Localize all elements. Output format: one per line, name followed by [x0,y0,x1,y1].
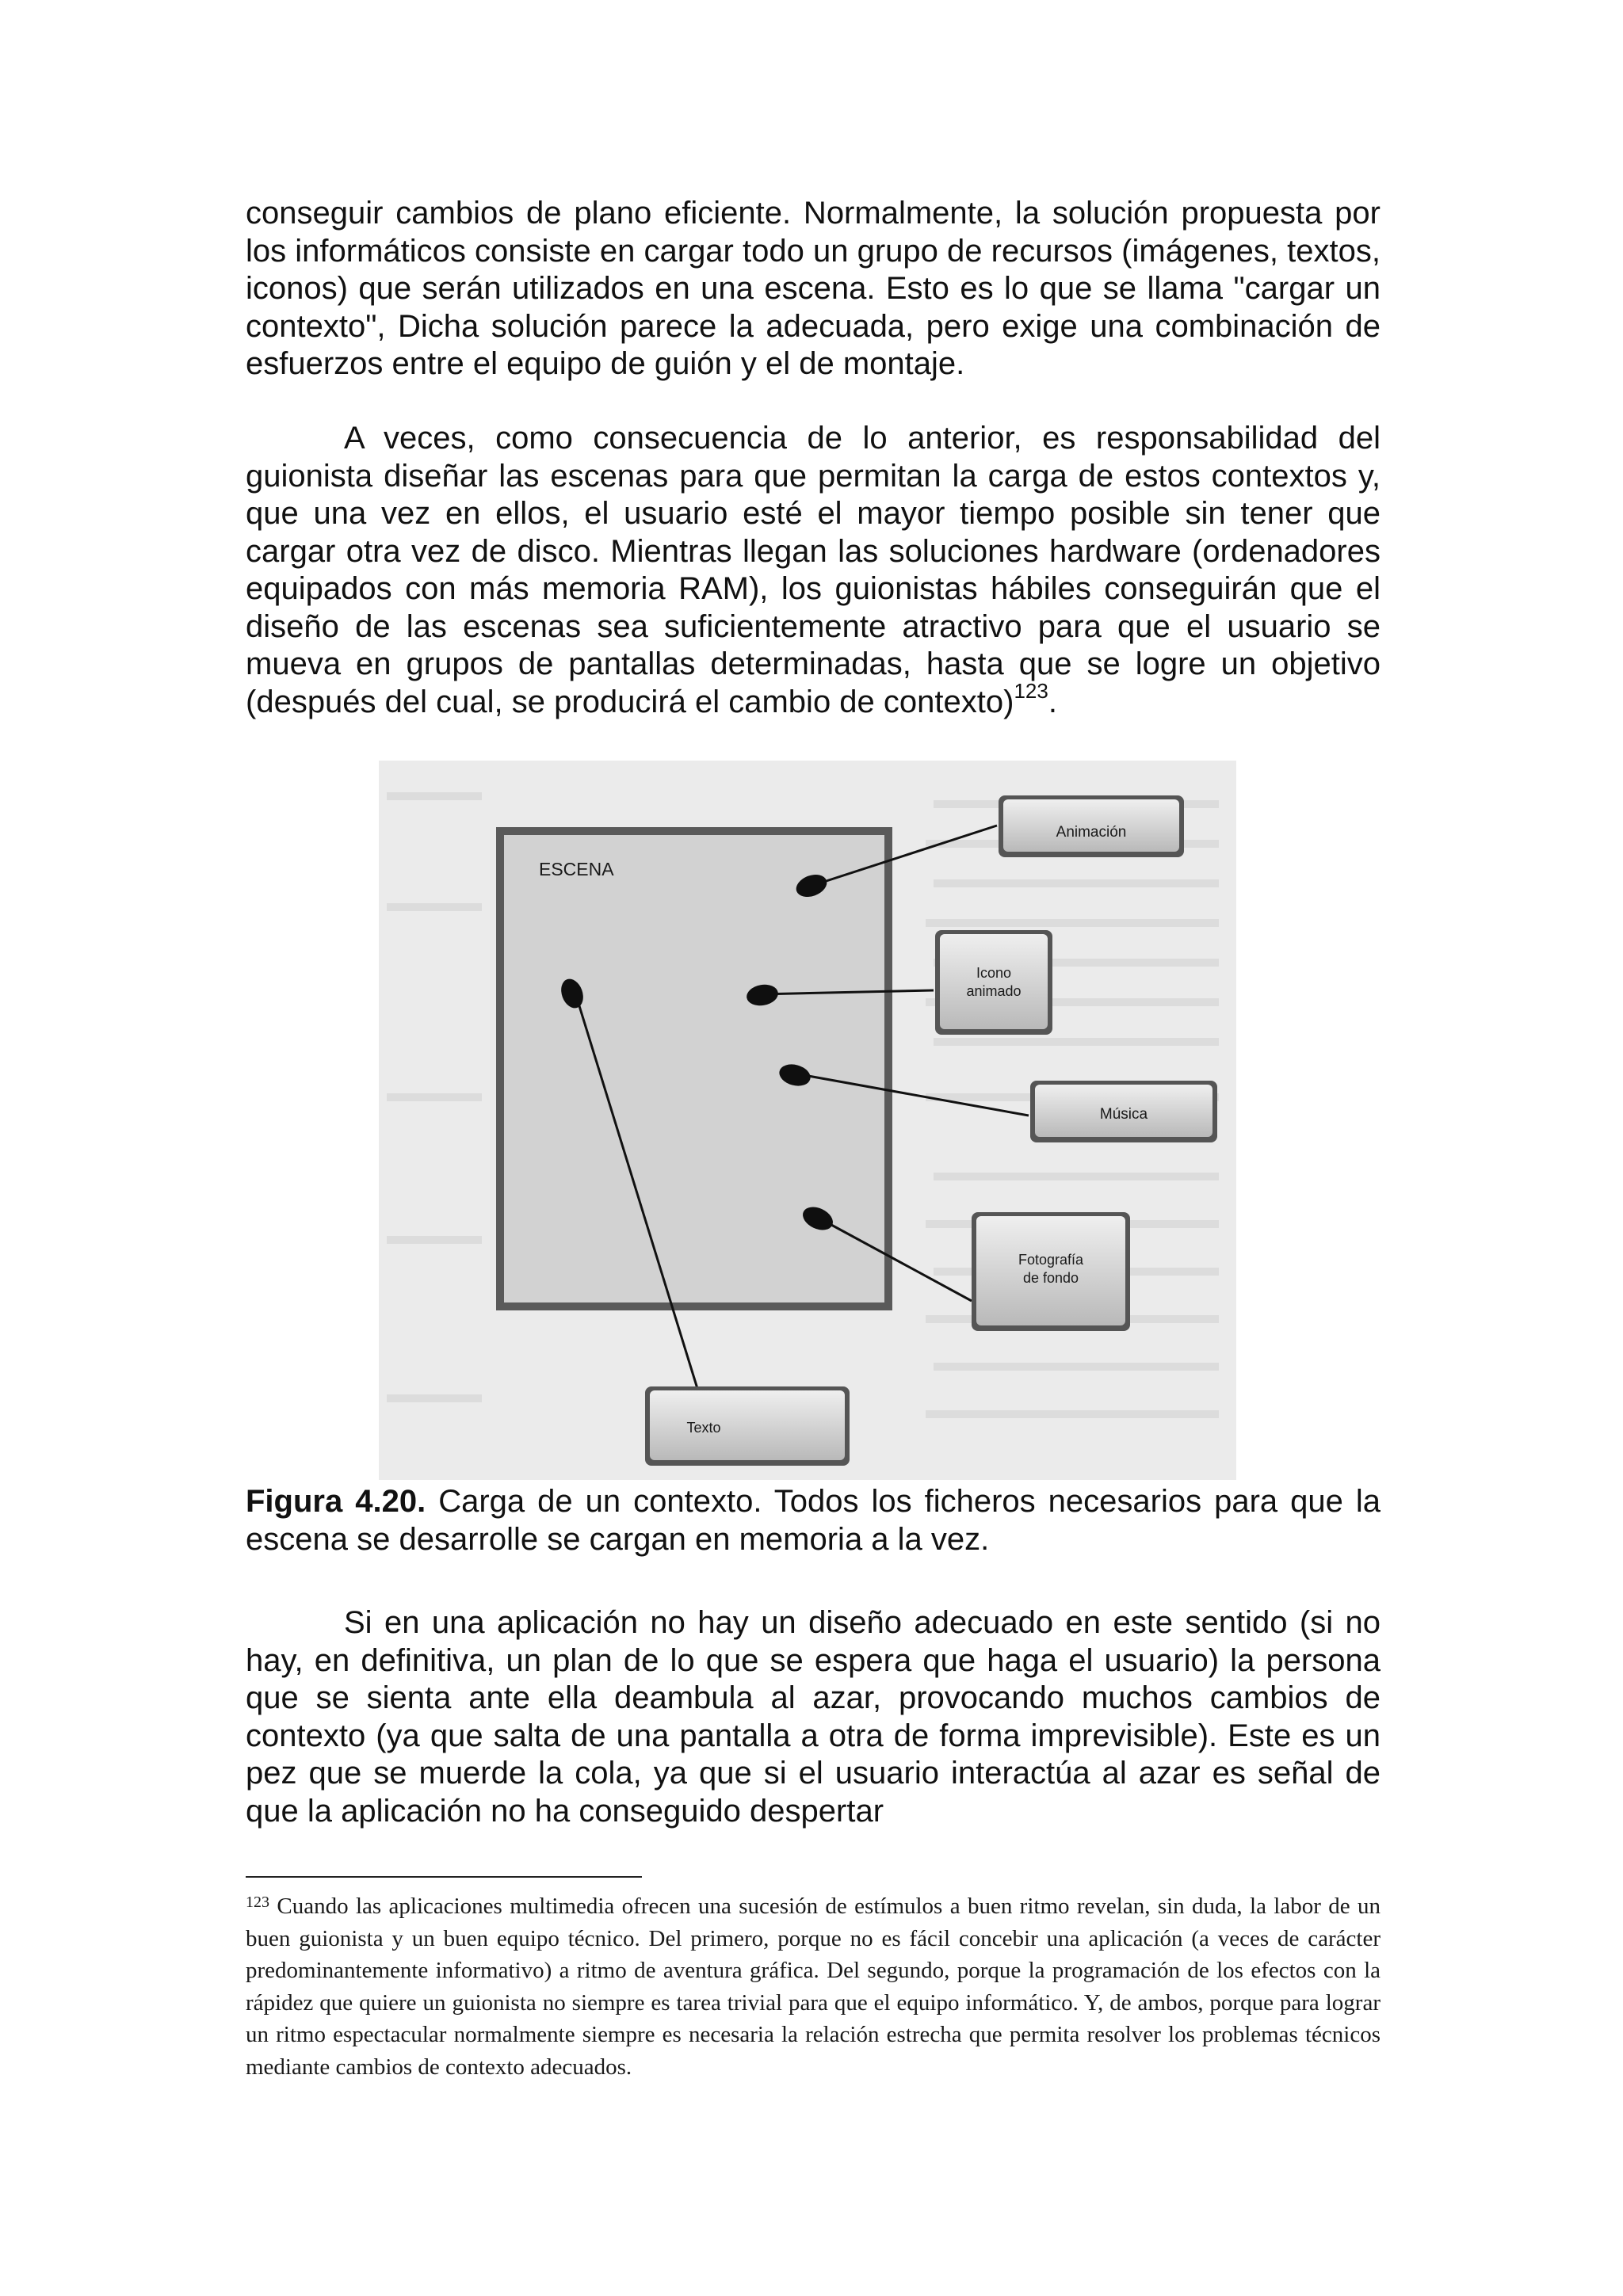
box-fotografia-label-1: Fotografía [1018,1252,1084,1268]
figure-diagram [379,761,1236,1480]
scene-area [504,835,884,1302]
figure-caption-text: Carga de un contexto. Todos los ficheros necesarios para que la escena se desarrolle se cargan en memoria a la vez. [246,1484,1381,1557]
box-icono-label-2: animado [966,983,1022,999]
footnote-text: Cuando las aplicaciones multimedia ofrecen una sucesión de estímulos a buen ritmo revelan, sin duda, la labor de un buen guionista y un buen equipo técnico. Del primero, porque no es fácil concebir una aplicación (a veces de carácter predominantemente informativo) a ritmo de aventura gráfica. Del segundo, porque la programación de los efectos con la rápidez que quiere un guionista no siempre es tarea trivial para que el equipo informático. Y, de ambos, porque para lograr un ritmo espectacular normalmente siempre es necesaria la relación estrecha que permita resolver los problemas técnicos mediante cambios de contexto adecuados. [246,1894,1381,2080]
footnote-separator [246,1876,642,1878]
paragraph-1: conseguir cambios de plano eficiente. Normalmente, la solución propuesta por los informáticos consiste en cargar todo un grupo de recursos (imágenes, textos, iconos) que serán utilizados en una escena. Esto es lo que se llama "cargar un contexto", Dicha solución parece la adecuada, pero exige una combinación de esfuerzos entre el equipo de guión y el de montaje. [246,196,1381,381]
box-animacion [999,795,1184,857]
figure-caption-label: Figura 4.20. [246,1484,426,1519]
box-icono-animado [935,930,1052,1035]
paragraph-2-end: . [1048,684,1057,719]
box-animacion-label: Animación [1056,824,1127,841]
scene-label: ESCENA [539,859,614,879]
footnote-reference: 123 [1014,678,1048,703]
footnote-number: 123 [246,1894,269,1911]
paragraph-2 [246,420,1381,721]
box-musica-label: Música [1099,1106,1148,1123]
box-texto-label: Texto [686,1420,721,1436]
figure-context-loading [379,761,1236,1480]
paragraph-3: Si en una aplicación no hay un diseño adecuado en este sentido (si no hay, en definitiva, un plan de lo que se espera que haga el usuario) la persona que se sienta ante ella deambula al azar, provocando muchos cambios de contexto (ya que salta de una pantalla a otra de forma imprevisible). Este es un pez que se muerde la cola, ya que si el usuario interactúa al azar es señal de que la aplicación no ha conseguido despertar [246,1605,1381,1829]
footnote [246,1890,1381,2083]
box-fotografia-label-2: de fondo [1022,1270,1079,1286]
box-musica [1030,1081,1217,1142]
paragraph-2-text: A veces, como consecuencia de lo anterior, es responsabilidad del guionista diseñar las escenas para que permitan la carga de estos contextos y, que una vez en ellos, el usuario esté el mayor tiempo posible sin tener que cargar otra vez de disco. Mientras llegan las soluciones hardware (ordenadores equipados con más memoria RAM), los guionistas hábiles conseguirán que el diseño de las escenas sea suficientemente atractivo para que el usuario se mueva en grupos de pantallas determinadas, hasta que se logre un objetivo (después del cual, se producirá el cambio de contexto) [246,421,1381,719]
figure-caption [246,1483,1381,1558]
box-fotografia [972,1212,1130,1331]
box-icono-label-1: Icono [976,965,1012,981]
box-texto [645,1386,850,1466]
